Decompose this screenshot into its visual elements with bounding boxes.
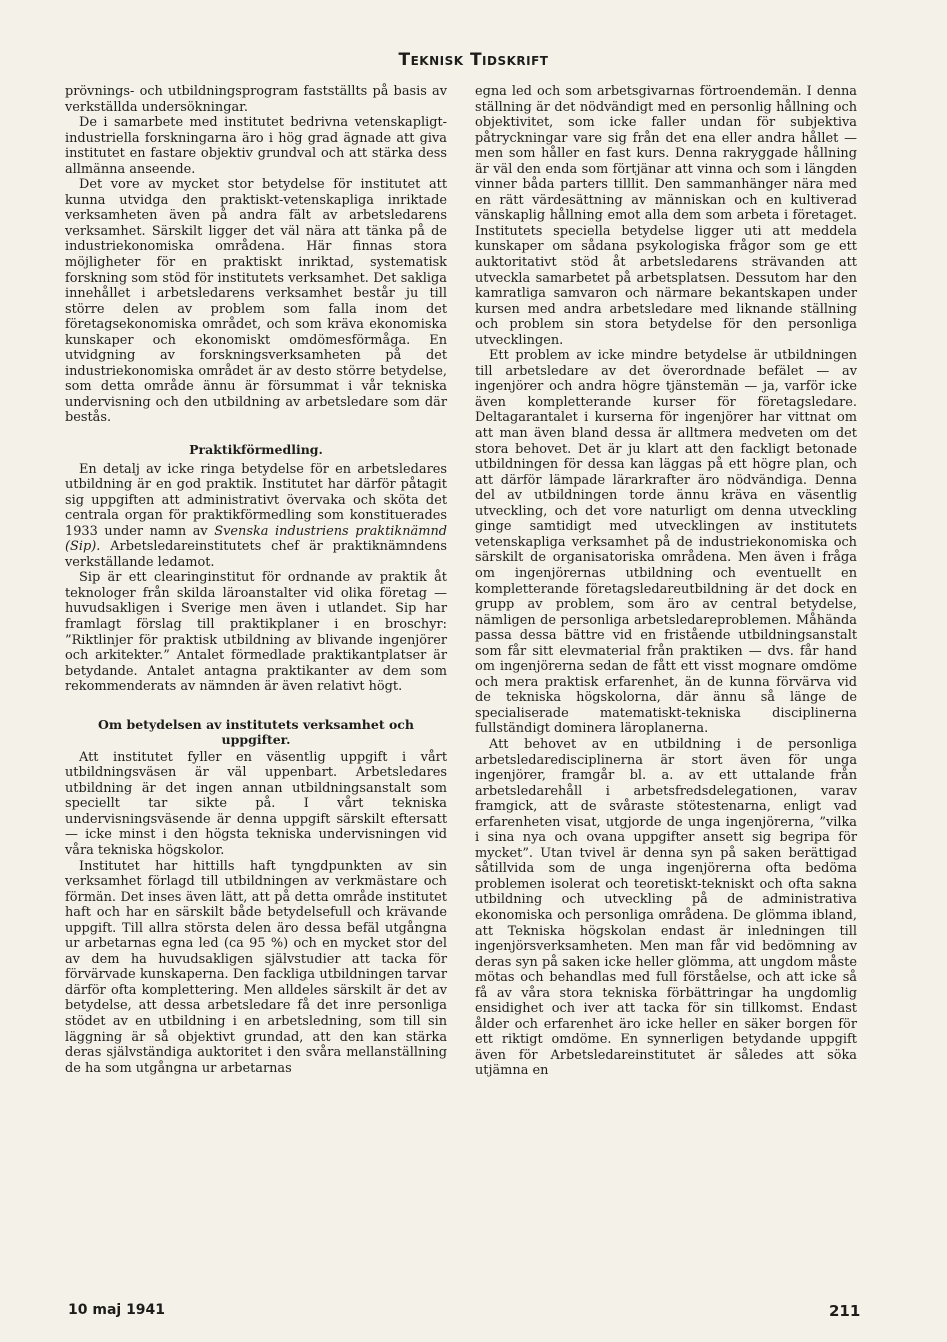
paragraph: De i samarbete med institutet bedrivna vetenskapligt-industriella forskningarna äro i hög grad ägnade att giva institutet en fastare objektiv grundval och att stärka dess allmänna anseende. xyxy=(65,115,447,177)
issue-date: 10 maj 1941 xyxy=(68,1302,166,1318)
paragraph: Institutet har hittills haft tyngdpunkten av sin verksamhet förlagd till utbildningen av verkmästare och förmän. Det inses även lätt, att på detta område institutet haft och har en särskilt både betydelsefull och krävande uppgift. Till allra största delen äro dessa befäl utgångna ur arbetarnas egna led (ca 95 %) och en mycket stor del av dem ha huvudsakligen självstudier att tacka för förvärvade kunskaperna. Den fackliga utbildningen tarvar därför ofta komplettering. Men alldeles särskilt är det av betydelse, att dessa arbetsledare få det inre personliga stödet av en utbildning i en arbetsledning, som till sin läggning är så objektivt grundad, att den kan stärka deras självständiga auktoritet i den svåra mellanställning de ha som utgångna ur arbetarnas xyxy=(65,858,447,1076)
section-heading-praktikformedling: Praktikförmedling. xyxy=(189,442,323,458)
paragraph: Att institutet fyller en väsentlig uppgift i vårt utbildningsväsen är väl uppenbart. Arbetsledares utbildning är det ingen annan utbildningsanstalt som speciellt tar sikte på. I vårt tekniska undervisningsväsende är denna uppgift särskilt eftersatt — icke minst i den högsta tekniska undervisningen vid våra tekniska högskolor. xyxy=(65,749,447,859)
journal-masthead: Teknisk Tidskrift xyxy=(398,50,549,70)
paragraph: egna led och som arbetsgivarnas förtroendemän. I denna ställning är det nödvändigt med en personlig hållning och objektivitet, som icke faller undan för subjektiva påtryckningar vare sig från det ena eller andra hållet — men som håller en fast kurs. Denna rakryggade hållning är väl den enda som förtjänar att vinna och som i längden vinner båda parters tilllit. Den sammanhänger nära med en rätt värdesättning av människan och en kultiverad vänskaplig hållning emot alla dem som arbeta i företaget. Institutets speciella betydelse ligger uti att meddela kunskaper om sådana psykologiska frågor som ge ett auktoritativt stöd åt arbetsledarens strävanden att utveckla samarbetet på arbetsplatsen. Dessutom har den kamratliga samvaron och närmare bekantskapen under kursen med andra arbetsledare med liknande ställning och problem sin stora betydelse för den personliga utvecklingen. xyxy=(475,84,857,348)
section-heading-betydelse: Om betydelsen av institutets verksamhet och uppgifter. xyxy=(98,716,414,748)
left-column xyxy=(65,84,447,1076)
paragraph-text: Arbetsledareinstitutets chef är praktiknämndens verkställande ledamot. xyxy=(65,539,447,570)
paragraph: Ett problem av icke mindre betydelse är utbildningen till arbetsledare av det överordnade befälet — av ingenjörer och andra högre tjänstemän — ja, varför icke även kompletterande kurser för företagsledare. Deltagarantalet i kurserna för ingenjörer har vittnat om att man även bland dessa är alltmera medveten om det stora behovet. Det är ju klart att den fackligt betonade utbildningen för dessa kan läggas på ett högre plan, och att därför lämpade lärarkrafter äro nödvändiga. Denna del av utbildningen torde ännu kräva en väsentlig utveckling, och det vore naturligt om denna utveckling ginge samtidigt med utvecklingen av institutets vetenskapliga verksamhet på de industriekonomiska och särskilt de organisatoriska områdena. Men även i fråga om ingenjörernas utbildning och eventuellt en kompletterande företagsledareutbildning är det dock en grupp av problem, som äro av central betydelse, nämligen de personliga arbetsledareproblemen. Måhända passa dessa bättre vid en fristående utbildningsanstalt som får sitt elevmaterial från praktiken — dvs. får hand om ingenjörerna sedan de fått ett visst mognare omdöme och mera praktisk erfarenhet, än de kunna förvärva vid de tekniska högskolorna, där ännu så länge de specialiserade matematiskt-tekniska disciplinerna fullständigt dominera läroplanerna. xyxy=(475,348,857,737)
right-column xyxy=(475,84,857,1079)
paragraph: prövnings- och utbildningsprogram fastställts på basis av verkställda undersökningar. xyxy=(65,84,447,115)
paragraph: Att behovet av en utbildning i de personliga arbetsledaredisciplinerna är stort även för unga ingenjörer, framgår bl. a. av ett uttalande från arbetsledarehåll i arbetsfredsdelegationen, varav framgick, att de svåraste stötestenarna, enligt vad erfarenheten visat, utgjorde de unga ingenjörerna, ”vilka i sina nya och ovana uppgifter ansett sig begripa för mycket”. Utan tvivel är denna syn på saken berättigad såtillvida som de unga ingenjörerna ofta bedöma problemen isolerat och teoretiskt-tekniskt och ofta sakna utbildning och utveckling på de administrativa ekonomiska och personliga områdena. De glömma ibland, att Tekniska högskolan endast är inledningen till ingenjörsverksamheten. Men man får vid bedömning av deras syn på saken icke heller glömma, att ungdom måste mötas och behandlas med full förståelse, och att icke så få av våra stora tekniska förbättringar ha ungdomlig ensidighet och iver att tacka för sin tillkomst. Endast ålder och erfarenhet äro icke heller en säker borgen för ett riktigt omdöme. En synnerligen betydande uppgift även för Arbetsledareinstitutet är således att söka utjämna en xyxy=(475,736,857,1079)
paragraph xyxy=(65,462,447,571)
italic-organization-name: Svenska industriens praktiknämnd (Sip). xyxy=(65,523,448,555)
paragraph-text: En detalj av icke ringa betydelse för en arbetsledares utbildning är en god praktik. Institutet har därför påtagit sig uppgiften att administrativt övervaka och sköta det centrala organ för praktikförmedling som konstituerades 1933 under namn av xyxy=(65,461,447,539)
paragraph: Sip är ett clearinginstitut för ordnande av praktik åt teknologer från skilda läroanstalter vid olika företag — huvudsakligen i Sverige men även i utlandet. Sip har framlagt förslag till praktikplaner i en broschyr: ”Riktlinjer för praktisk utbildning av blivande ingenjörer och arkitekter.” Antalet förmedlade praktikantplatser är betydande. Antalet antagna praktikanter av dem som rekommenderats av nämnden är även relativt högt. xyxy=(65,570,447,695)
page-number: 211 xyxy=(829,1302,861,1320)
paragraph: Det vore av mycket stor betydelse för institutet att kunna utvidga den praktiskt-vetenskapliga inriktade verksamheten även på andra fält av arbetsledarens verksamhet. Särskilt ligger det väl nära att tänka på de industriekonomiska områdena. Här finnas stora möjligheter för en praktiskt inriktad, systematisk forskning som stöd för institutets verksamhet. Det sakliga innehållet i arbetsledarens verksamhet består ju till större delen av problem som falla inom det företagsekonomiska området, och som kräva ekonomiska kunskaper och ekonomiskt omdömesförmåga. En utvidgning av forskningsverksamheten på det industriekonomiska området är av desto större betydelse, som detta område ännu är försummat i vår tekniska undervisning och den utbildning av arbetsledare som där bestås. xyxy=(65,177,447,426)
